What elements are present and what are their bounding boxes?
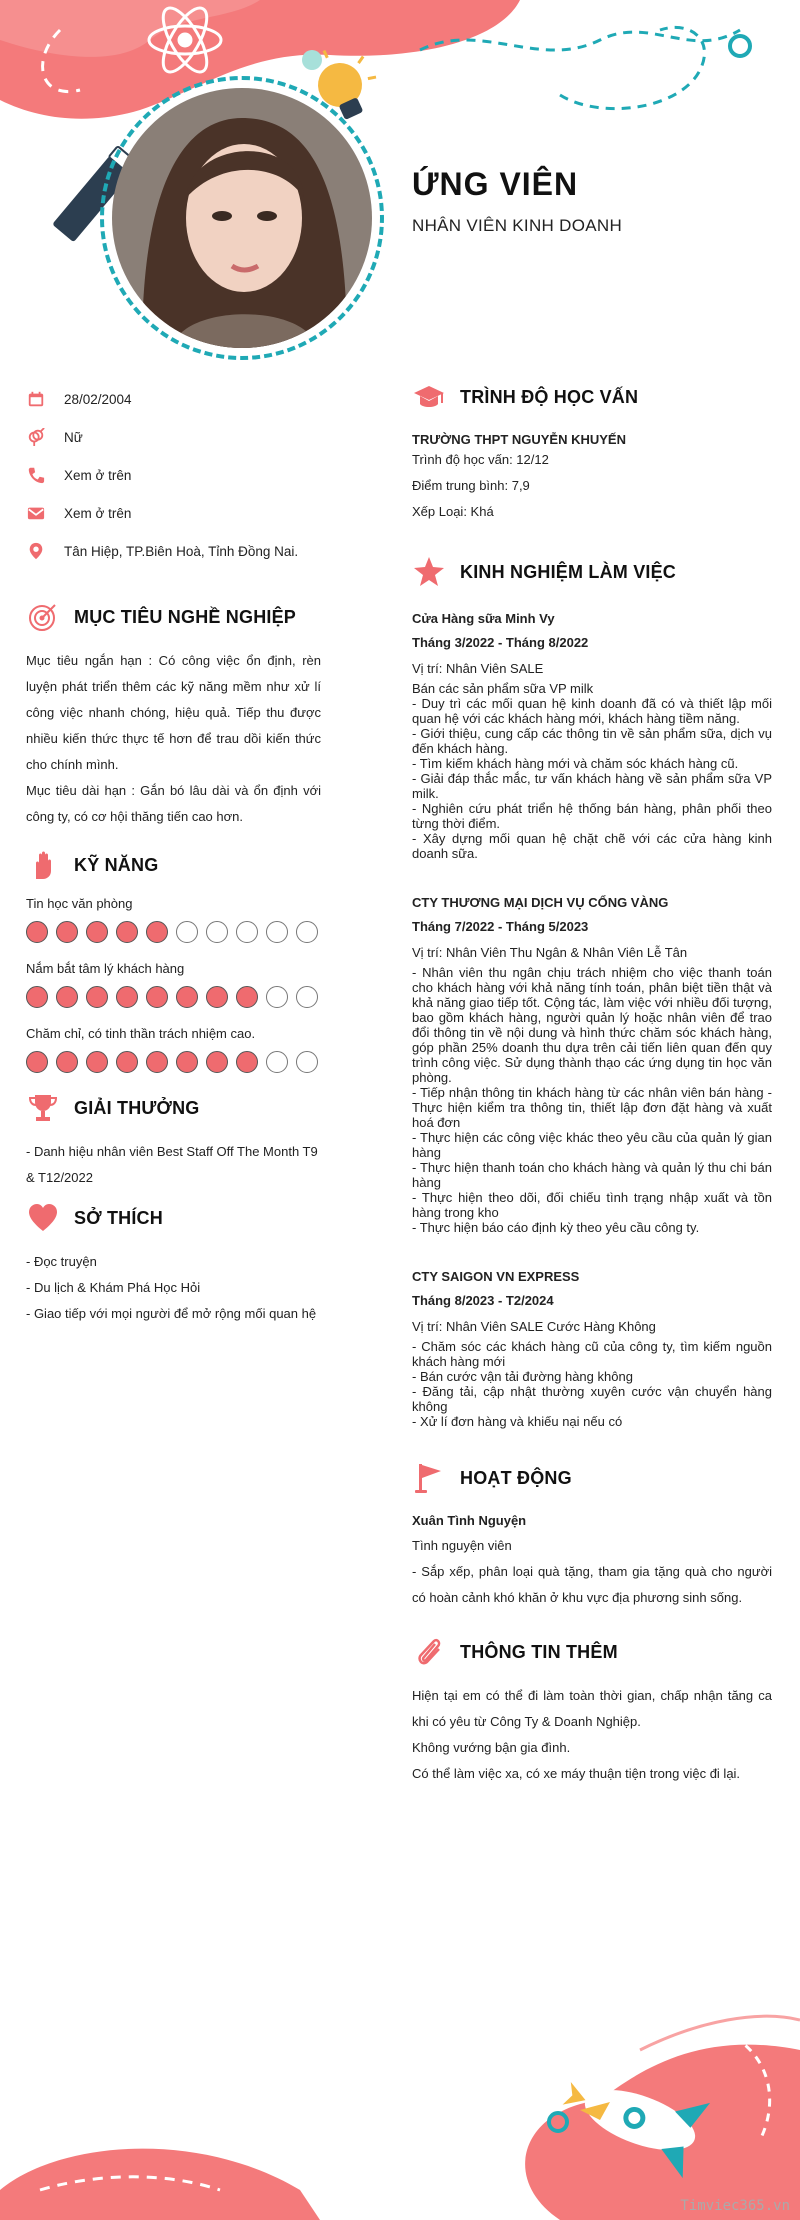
job-desc-line: - Thực hiện theo dõi, đối chiếu tình trạng nhập xuất và tồn hàng trong kho [412, 1190, 772, 1220]
hobby-item: - Du lịch & Khám Phá Học Hỏi [26, 1280, 201, 1295]
section-title: KINH NGHIỆM LÀM VIỆC [460, 561, 677, 582]
edu-school: TRƯỜNG THPT NGUYỄN KHUYẾN [412, 432, 626, 447]
contact-value: 28/02/2004 [64, 391, 132, 407]
activity-role: Tình nguyện viên [412, 1538, 512, 1553]
activity-name: Xuân Tình Nguyện [412, 1513, 527, 1528]
skills-heading [26, 848, 321, 882]
contact-address [26, 532, 321, 570]
hobby-item: - Giao tiếp với mọi người để mở rộng mối quan hệ [26, 1306, 317, 1321]
section-title: TRÌNH ĐỘ HỌC VẤN [460, 386, 639, 407]
rating-dot [26, 1051, 48, 1073]
location-icon [26, 541, 46, 561]
job-period: Tháng 7/2022 - Tháng 5/2023 [412, 919, 589, 934]
rating-dot [206, 1051, 228, 1073]
edu-line: Trình độ học vấn: 12/12 [412, 452, 549, 467]
extra-line: Có thể làm việc xa, có xe máy thuận tiện trong việc đi lại. [412, 1766, 741, 1781]
hobby-item: - Đọc truyện [26, 1254, 97, 1269]
rating-dot [86, 1051, 108, 1073]
job-desc-line: - Tìm kiếm khách hàng mới và chăm sóc khách hàng cũ. [412, 756, 739, 771]
job-desc-line: - Thực hiện các công việc khác theo yêu cầu của quản lý gian hàng [412, 1130, 772, 1160]
rating-dot [296, 986, 318, 1008]
graduation-cap-icon [412, 380, 446, 414]
job-entry [412, 607, 772, 861]
gender-icon [26, 427, 46, 447]
right-column [412, 380, 772, 1787]
awards-heading [26, 1091, 321, 1125]
contact-birthdate [26, 380, 321, 418]
section-title: HOẠT ĐỘNG [460, 1467, 572, 1488]
job-desc-line: - Giải đáp thắc mắc, tư vấn khách hàng về sản phẩm sữa VP milk. [412, 771, 772, 801]
skill-name: Tin học văn phòng [26, 896, 133, 911]
contact-value: Nữ [64, 429, 83, 445]
rating-dot [176, 1051, 198, 1073]
rating-dot [206, 921, 228, 943]
star-icon [412, 555, 446, 589]
rating-dot [116, 1051, 138, 1073]
job-company: Cửa Hàng sữa Minh Vy [412, 611, 555, 626]
contact-gender [26, 418, 321, 456]
job-desc-line: Bán các sản phẩm sữa VP milk [412, 681, 594, 696]
rating-dot [296, 921, 318, 943]
rating-dot [266, 986, 288, 1008]
objective-short: Mục tiêu ngắn hạn : Có công việc ổn định, rèn luyện phát triển thêm các kỹ năng mềm như xử lí công việc nhanh chóng, hiệu quả. Tiếp thu được nhiều kiến thức thực tế hơn để trau dồi kiến thức cho chính mình. [26, 653, 321, 772]
rating-dot [236, 986, 258, 1008]
skills-list [26, 896, 321, 1073]
job-role: Vị trí: Nhân Viên SALE [412, 661, 544, 676]
trophy-icon [26, 1091, 60, 1125]
rating-dot [146, 1051, 168, 1073]
section-title: THÔNG TIN THÊM [460, 1641, 618, 1662]
section-title: GIẢI THƯỞNG [74, 1097, 200, 1118]
calendar-icon [26, 389, 46, 409]
hand-icon [26, 848, 60, 882]
rating-dot [176, 921, 198, 943]
experience-heading [412, 555, 772, 589]
phone-icon [26, 465, 46, 485]
contact-value: Xem ở trên [64, 467, 132, 483]
paperclip-icon [412, 1635, 446, 1669]
contact-value: Xem ở trên [64, 505, 132, 521]
job-period: Tháng 3/2022 - Tháng 8/2022 [412, 635, 589, 650]
skill-name: Chăm chỉ, có tinh thần trách nhiệm cao. [26, 1026, 256, 1041]
job-desc-line: - Xử lí đơn hàng và khiếu nại nếu có [412, 1414, 623, 1429]
section-title: SỞ THÍCH [74, 1207, 163, 1228]
left-column [26, 380, 321, 1327]
email-icon [26, 503, 46, 523]
job-period: Tháng 8/2023 - T2/2024 [412, 1293, 554, 1308]
candidate-name: ỨNG VIÊN [412, 166, 579, 202]
rating-dot [56, 921, 78, 943]
job-role: Vị trí: Nhân Viên Thu Ngân & Nhân Viên Lễ Tân [412, 945, 688, 960]
watermark: Timviec365.vn [680, 2198, 790, 2214]
skill-rating [26, 1051, 321, 1073]
footer-decoration [0, 1990, 800, 2220]
job-desc-line: - Nghiên cứu phát triển hệ thống bán hàng, phân phối theo từng thời điểm. [412, 801, 772, 831]
rating-dot [116, 986, 138, 1008]
avatar [112, 88, 372, 348]
hobbies-heading [26, 1201, 321, 1235]
job-desc-line: - Giới thiệu, cung cấp các thông tin về sản phẩm sữa, dịch vụ đến khách hàng. [412, 726, 772, 756]
contact-phone [26, 456, 321, 494]
objective-heading [26, 600, 321, 634]
job-company: CTY THƯƠNG MẠI DỊCH VỤ CỔNG VÀNG [412, 895, 669, 910]
edu-line: Xếp Loại: Khá [412, 504, 494, 519]
flag-icon [412, 1461, 446, 1495]
job-desc-line: - Duy trì các mối quan hệ kinh doanh đã có và thiết lập mối quan hệ với các khách hàng mới, khách hàng tiềm năng. [412, 696, 772, 726]
rating-dot [266, 921, 288, 943]
job-desc-line: - Bán cước vận tải đường hàng không [412, 1369, 633, 1384]
rating-dot [266, 1051, 288, 1073]
rating-dot [146, 921, 168, 943]
heart-icon [26, 1201, 60, 1235]
contact-value: Tân Hiệp, TP.Biên Hoà, Tỉnh Đồng Nai. [64, 543, 299, 559]
job-desc-line: - Tiếp nhận thông tin khách hàng từ các nhân viên bán hàng - Thực hiện kiểm tra thông tin, thiết lập đơn đặt hàng và xuất hoá đơn [412, 1085, 772, 1130]
skill-rating [26, 986, 321, 1008]
job-desc-line: - Nhân viên thu ngân chịu trách nhiệm cho việc thanh toán cho khách hàng với khả năng tính toán, phân biệt tiền thật và khả năng giao tiếp tốt. Cộng tác, làm việc với nhiều đối tượng, bao gồm khách hàng, người quản lý hoặc nhân viên để trao đổi thông tin về nội dung và hình thức chăm sóc khách hàng, góp phần 25% doanh thu dựa trên cải tiến liên quan đến quy trình công việc. Sử dụng thành thạo các ứng dụng tin học văn phòng. [412, 965, 772, 1085]
job-company: CTY SAIGON VN EXPRESS [412, 1269, 580, 1284]
extra-line: Hiện tại em có thể đi làm toàn thời gian, chấp nhận tăng ca khi có yêu từ Công Ty & Doanh Nghiệp. [412, 1688, 772, 1729]
award-item: - Danh hiệu nhân viên Best Staff Off The Month T9 & T12/2022 [26, 1144, 318, 1185]
section-title: MỤC TIÊU NGHỀ NGHIỆP [74, 606, 297, 627]
rating-dot [26, 986, 48, 1008]
rating-dot [56, 986, 78, 1008]
job-desc-line: - Chăm sóc các khách hàng cũ của công ty, tìm kiếm nguồn khách hàng mới [412, 1339, 772, 1369]
contact-email [26, 494, 321, 532]
job-entry [412, 1265, 772, 1429]
rating-dot [236, 1051, 258, 1073]
rating-dot [116, 921, 138, 943]
rating-dot [56, 1051, 78, 1073]
rating-dot [26, 921, 48, 943]
skill-name: Nắm bắt tâm lý khách hàng [26, 961, 185, 976]
job-desc-line: - Thực hiện thanh toán cho khách hàng và quản lý thu chi bán hàng [412, 1160, 772, 1190]
rating-dot [176, 986, 198, 1008]
jobs-list [412, 607, 772, 1429]
job-desc-line: - Thực hiện báo cáo định kỳ theo yêu cầu công ty. [412, 1220, 700, 1235]
extra-heading [412, 1635, 772, 1669]
education-heading [412, 380, 772, 414]
rating-dot [86, 986, 108, 1008]
job-desc-line: - Đăng tải, cập nhật thường xuyên cước vận chuyển hàng không [412, 1384, 772, 1414]
rating-dot [86, 921, 108, 943]
rating-dot [296, 1051, 318, 1073]
section-title: KỸ NĂNG [74, 854, 159, 875]
extra-line: Không vướng bận gia đình. [412, 1740, 571, 1755]
edu-line: Điểm trung bình: 7,9 [412, 478, 530, 493]
rating-dot [146, 986, 168, 1008]
rating-dot [206, 986, 228, 1008]
job-role: Vị trí: Nhân Viên SALE Cước Hàng Không [412, 1319, 656, 1334]
job-entry [412, 891, 772, 1235]
job-desc-line: - Xây dựng mối quan hệ chặt chẽ với các cửa hàng kinh doanh sữa. [412, 831, 772, 861]
target-icon [26, 600, 60, 634]
objective-long: Mục tiêu dài hạn : Gắn bó lâu dài và ổn định với công ty, có cơ hội thăng tiến cao hơn. [26, 783, 321, 824]
skill-rating [26, 921, 321, 943]
activities-heading [412, 1461, 772, 1495]
activity-desc: - Sắp xếp, phân loại quà tặng, tham gia tặng quà cho người có hoàn cảnh khó khăn ở khu vực địa phương sinh sống. [412, 1564, 772, 1605]
rating-dot [236, 921, 258, 943]
candidate-position: NHÂN VIÊN KINH DOANH [412, 216, 623, 235]
